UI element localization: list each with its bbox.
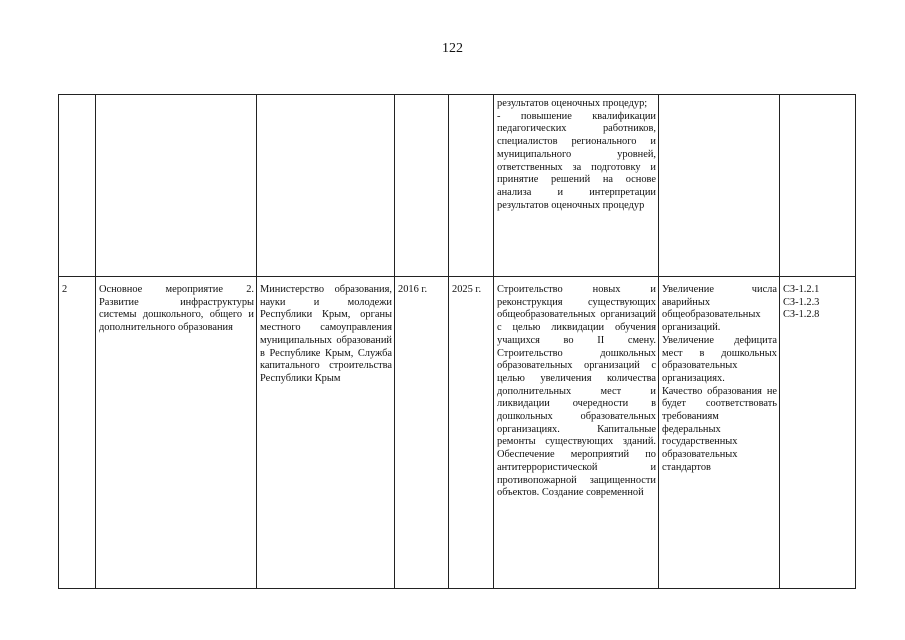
cell-consequences	[659, 95, 780, 277]
cell-executor	[257, 95, 395, 277]
cell-end-year	[449, 95, 494, 277]
page-number: 122	[442, 41, 463, 56]
cell-result: Строительство новых и реконструкция существующих общеобразовательных организаций с целью ликвидации обучения учащихся во II смену. Строительство дошкольных образовательных организаций с целью увеличения количества дополнительных мест и ликвидации очередности в дошкольных образовательных организациях. Капитальные ремонты существующих зданий. Обеспечение мероприятий по антитеррористической и противопожарной защищенности объектов. Создание современной	[494, 277, 659, 589]
cell-number	[59, 95, 96, 277]
table-row-measure-2	[59, 277, 856, 589]
cell-indicators: СЗ-1.2.1 СЗ-1.2.3 СЗ-1.2.8	[780, 277, 856, 589]
table-row-continuation	[59, 95, 856, 277]
cell-number: 2	[59, 277, 96, 589]
cell-start-year: 2016 г.	[395, 277, 449, 589]
cell-executor: Министерство образования, науки и молодежи Республики Крым, органы местного самоуправления муниципальных образований в Республике Крым, Служба капитального строительства Республики Крым	[257, 277, 395, 589]
cell-event	[96, 95, 257, 277]
program-measures-table	[58, 94, 856, 589]
cell-result: результатов оценочных процедур; - повышение квалификации педагогических работников, специалистов регионального и муниципального уровней, ответственных за подготовку и принятие решений на основе анализа и интерпретации результатов оценочных процедур	[494, 95, 659, 277]
cell-consequences: Увеличение числа аварийных общеобразовательных организаций. Увеличение дефицита мест в дошкольных образовательных организациях. Качество образования не будет соответствовать требованиям федеральных государственных образовательных стандартов	[659, 277, 780, 589]
cell-event: Основное мероприятие 2. Развитие инфраструктуры системы дошкольного, общего и дополнительного образования	[96, 277, 257, 589]
cell-indicators	[780, 95, 856, 277]
cell-start-year	[395, 95, 449, 277]
cell-end-year: 2025 г.	[449, 277, 494, 589]
